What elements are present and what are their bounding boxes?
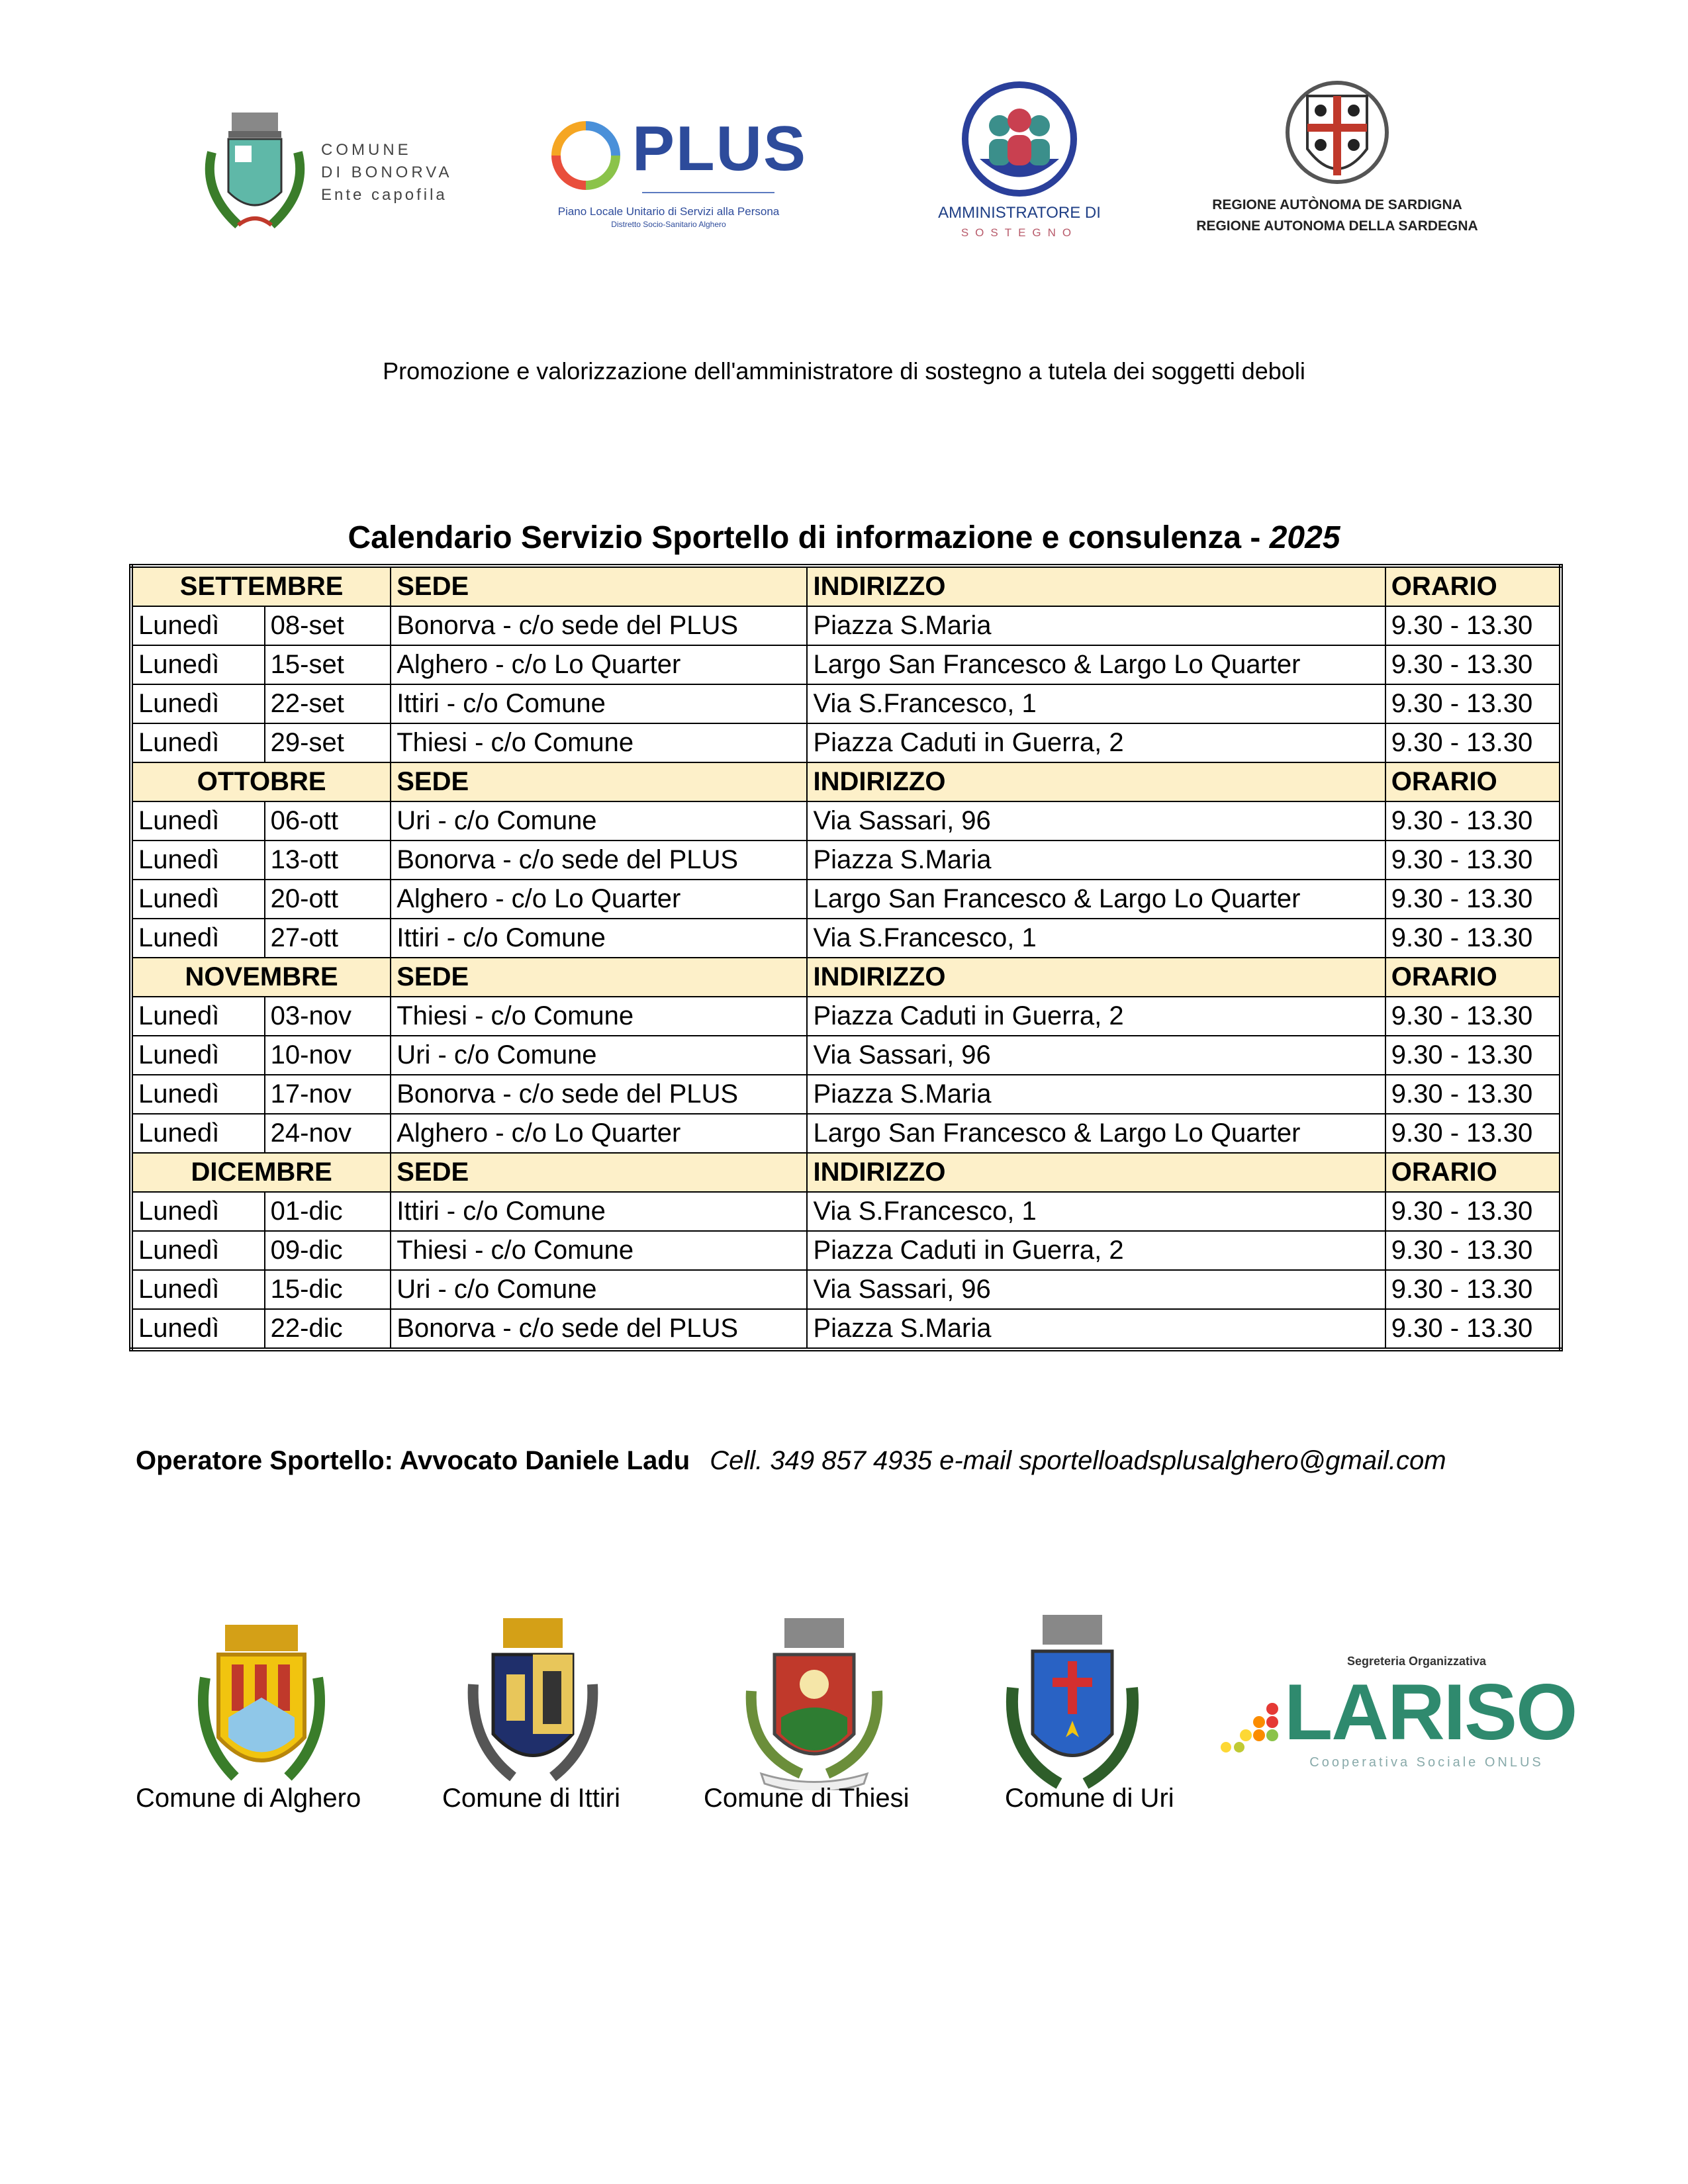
date-cell: 15-dic: [265, 1270, 391, 1309]
table-row: [131, 1231, 1561, 1270]
day-cell: Lunedì: [131, 1114, 265, 1153]
plus-wordmark: PLUS: [632, 113, 808, 184]
date-cell: 29-set: [265, 723, 391, 762]
sede-cell: Uri - c/o Comune: [391, 801, 807, 841]
table-row: [131, 1192, 1561, 1231]
sede-cell: Alghero - c/o Lo Quarter: [391, 645, 807, 684]
calendar-title-text: Calendario Servizio Sportello di informazione e consulenza -: [348, 520, 1270, 555]
orario-cell: 9.30 - 13.30: [1385, 919, 1561, 958]
month-header-row: [131, 958, 1561, 997]
day-cell: Lunedì: [131, 880, 265, 919]
indirizzo-cell: Piazza S.Maria: [807, 841, 1385, 880]
plus-logo: [543, 113, 808, 245]
ads-title: AMMINISTRATORE DI: [938, 204, 1101, 222]
plus-swirl-icon: [549, 119, 622, 192]
sede-cell: Bonorva - c/o sede del PLUS: [391, 1309, 807, 1349]
indirizzo-cell: Via S.Francesco, 1: [807, 684, 1385, 723]
date-cell: 22-dic: [265, 1309, 391, 1349]
date-cell: 01-dic: [265, 1192, 391, 1231]
indirizzo-cell: Via Sassari, 96: [807, 801, 1385, 841]
bonorva-crest-icon: [199, 113, 311, 232]
indirizzo-cell: Largo San Francesco & Largo Lo Quarter: [807, 880, 1385, 919]
col-orario-header: ORARIO: [1385, 566, 1561, 606]
sede-cell: Uri - c/o Comune: [391, 1270, 807, 1309]
month-name: OTTOBRE: [131, 762, 391, 801]
orario-cell: 9.30 - 13.30: [1385, 801, 1561, 841]
table-row: [131, 997, 1561, 1036]
sede-cell: Ittiri - c/o Comune: [391, 1192, 807, 1231]
orario-cell: 9.30 - 13.30: [1385, 645, 1561, 684]
calendar-year: 2025: [1269, 520, 1340, 555]
col-sede-header: SEDE: [391, 566, 807, 606]
orario-cell: 9.30 - 13.30: [1385, 1114, 1561, 1153]
indirizzo-cell: Piazza Caduti in Guerra, 2: [807, 997, 1385, 1036]
bonorva-line1: COMUNE: [321, 141, 412, 159]
bonorva-line3: Ente capofila: [321, 186, 447, 204]
sardinia-shield-icon: [1284, 76, 1390, 192]
table-row: [131, 684, 1561, 723]
date-cell: 03-nov: [265, 997, 391, 1036]
sede-cell: Ittiri - c/o Comune: [391, 684, 807, 723]
orario-cell: 9.30 - 13.30: [1385, 1192, 1561, 1231]
lariso-subtitle: Cooperativa Sociale ONLUS: [1309, 1755, 1544, 1770]
sede-cell: Alghero - c/o Lo Quarter: [391, 1114, 807, 1153]
col-indirizzo-header: INDIRIZZO: [807, 762, 1385, 801]
lariso-wordmark: LARISO: [1284, 1668, 1577, 1756]
day-cell: Lunedì: [131, 1192, 265, 1231]
alghero-crest-icon: [195, 1625, 328, 1790]
indirizzo-cell: Piazza S.Maria: [807, 1075, 1385, 1114]
indirizzo-cell: Via S.Francesco, 1: [807, 1192, 1385, 1231]
table-row: [131, 1309, 1561, 1349]
day-cell: Lunedì: [131, 841, 265, 880]
table-row: [131, 723, 1561, 762]
indirizzo-cell: Largo San Francesco & Largo Lo Quarter: [807, 1114, 1385, 1153]
indirizzo-cell: Piazza Caduti in Guerra, 2: [807, 723, 1385, 762]
table-row: [131, 841, 1561, 880]
bonorva-logo: [199, 106, 477, 232]
month-header-row: [131, 566, 1561, 606]
project-subtitle: Promozione e valorizzazione dell'amministratore di sostegno a tutela dei soggetti deboli: [383, 357, 1305, 385]
day-cell: Lunedì: [131, 1036, 265, 1075]
ads-logo: [920, 79, 1119, 245]
col-orario-header: ORARIO: [1385, 1153, 1561, 1192]
comune-thiesi-label: Comune di Thiesi: [704, 1784, 910, 1813]
col-sede-header: SEDE: [391, 958, 807, 997]
col-orario-header: ORARIO: [1385, 762, 1561, 801]
sede-cell: Bonorva - c/o sede del PLUS: [391, 606, 807, 645]
comune-uri-label: Comune di Uri: [1005, 1784, 1174, 1813]
day-cell: Lunedì: [131, 1075, 265, 1114]
date-cell: 15-set: [265, 645, 391, 684]
indirizzo-cell: Via Sassari, 96: [807, 1036, 1385, 1075]
indirizzo-cell: Largo San Francesco & Largo Lo Quarter: [807, 645, 1385, 684]
uri-crest-icon: [1003, 1615, 1142, 1794]
day-cell: Lunedì: [131, 606, 265, 645]
day-cell: Lunedì: [131, 723, 265, 762]
comune-alghero-label: Comune di Alghero: [136, 1784, 361, 1813]
month-header-row: [131, 762, 1561, 801]
table-row: [131, 801, 1561, 841]
operator-contact: Cell. 349 857 4935 e-mail sportelloadsplusalghero@gmail.com: [710, 1446, 1446, 1475]
sede-cell: Ittiri - c/o Comune: [391, 919, 807, 958]
orario-cell: 9.30 - 13.30: [1385, 841, 1561, 880]
indirizzo-cell: Piazza S.Maria: [807, 606, 1385, 645]
table-row: [131, 1270, 1561, 1309]
table-row: [131, 1075, 1561, 1114]
col-indirizzo-header: INDIRIZZO: [807, 958, 1385, 997]
date-cell: 09-dic: [265, 1231, 391, 1270]
sede-cell: Uri - c/o Comune: [391, 1036, 807, 1075]
table-row: [131, 919, 1561, 958]
table-row: [131, 1114, 1561, 1153]
table-row: [131, 645, 1561, 684]
ads-subtitle: SOSTEGNO: [961, 226, 1078, 239]
calendar-title: [0, 520, 1688, 556]
sede-cell: Thiesi - c/o Comune: [391, 1231, 807, 1270]
month-name: SETTEMBRE: [131, 566, 391, 606]
regione-line1: REGIONE AUTÒNOMA DE SARDIGNA: [1212, 197, 1462, 212]
date-cell: 10-nov: [265, 1036, 391, 1075]
comune-ittiri-label: Comune di Ittiri: [442, 1784, 620, 1813]
day-cell: Lunedì: [131, 684, 265, 723]
lariso-dots-icon: [1218, 1701, 1284, 1754]
date-cell: 22-set: [265, 684, 391, 723]
orario-cell: 9.30 - 13.30: [1385, 997, 1561, 1036]
lariso-top-label: Segreteria Organizzativa: [1346, 1655, 1487, 1668]
plus-divider: [642, 192, 774, 193]
col-sede-header: SEDE: [391, 762, 807, 801]
month-header-row: [131, 1153, 1561, 1192]
col-sede-header: SEDE: [391, 1153, 807, 1192]
sede-cell: Thiesi - c/o Comune: [391, 997, 807, 1036]
date-cell: 17-nov: [265, 1075, 391, 1114]
orario-cell: 9.30 - 13.30: [1385, 723, 1561, 762]
sede-cell: Alghero - c/o Lo Quarter: [391, 880, 807, 919]
regione-line2: REGIONE AUTONOMA DELLA SARDEGNA: [1196, 218, 1478, 234]
operator-name: Operatore Sportello: Avvocato Daniele Ladu: [136, 1446, 690, 1475]
orario-cell: 9.30 - 13.30: [1385, 1036, 1561, 1075]
orario-cell: 9.30 - 13.30: [1385, 684, 1561, 723]
orario-cell: 9.30 - 13.30: [1385, 1270, 1561, 1309]
day-cell: Lunedì: [131, 1309, 265, 1349]
day-cell: Lunedì: [131, 801, 265, 841]
lariso-logo: [1218, 1655, 1577, 1780]
calendar-table: [129, 564, 1563, 1351]
sede-cell: Thiesi - c/o Comune: [391, 723, 807, 762]
col-indirizzo-header: INDIRIZZO: [807, 1153, 1385, 1192]
family-icon: [960, 79, 1079, 199]
date-cell: 24-nov: [265, 1114, 391, 1153]
col-indirizzo-header: INDIRIZZO: [807, 566, 1385, 606]
date-cell: 08-set: [265, 606, 391, 645]
orario-cell: 9.30 - 13.30: [1385, 1231, 1561, 1270]
plus-district: Distretto Socio-Sanitario Alghero: [611, 220, 726, 229]
month-name: NOVEMBRE: [131, 958, 391, 997]
indirizzo-cell: Via S.Francesco, 1: [807, 919, 1385, 958]
table-row: [131, 880, 1561, 919]
plus-subtitle: Piano Locale Unitario di Servizi alla Persona: [557, 205, 780, 218]
month-name: DICEMBRE: [131, 1153, 391, 1192]
indirizzo-cell: Via Sassari, 96: [807, 1270, 1385, 1309]
bonorva-line2: DI BONORVA: [321, 163, 453, 181]
day-cell: Lunedì: [131, 997, 265, 1036]
regione-logo: [1178, 76, 1496, 242]
day-cell: Lunedì: [131, 1270, 265, 1309]
indirizzo-cell: Piazza Caduti in Guerra, 2: [807, 1231, 1385, 1270]
date-cell: 27-ott: [265, 919, 391, 958]
col-orario-header: ORARIO: [1385, 958, 1561, 997]
date-cell: 20-ott: [265, 880, 391, 919]
day-cell: Lunedì: [131, 919, 265, 958]
orario-cell: 9.30 - 13.30: [1385, 606, 1561, 645]
operator-info: [136, 1446, 1446, 1476]
table-row: [131, 606, 1561, 645]
table-row: [131, 1036, 1561, 1075]
day-cell: Lunedì: [131, 645, 265, 684]
ittiri-crest-icon: [467, 1618, 599, 1790]
day-cell: Lunedì: [131, 1231, 265, 1270]
indirizzo-cell: Piazza S.Maria: [807, 1309, 1385, 1349]
thiesi-crest-icon: [735, 1618, 894, 1790]
date-cell: 06-ott: [265, 801, 391, 841]
date-cell: 13-ott: [265, 841, 391, 880]
orario-cell: 9.30 - 13.30: [1385, 1075, 1561, 1114]
orario-cell: 9.30 - 13.30: [1385, 1309, 1561, 1349]
sede-cell: Bonorva - c/o sede del PLUS: [391, 841, 807, 880]
orario-cell: 9.30 - 13.30: [1385, 880, 1561, 919]
sede-cell: Bonorva - c/o sede del PLUS: [391, 1075, 807, 1114]
